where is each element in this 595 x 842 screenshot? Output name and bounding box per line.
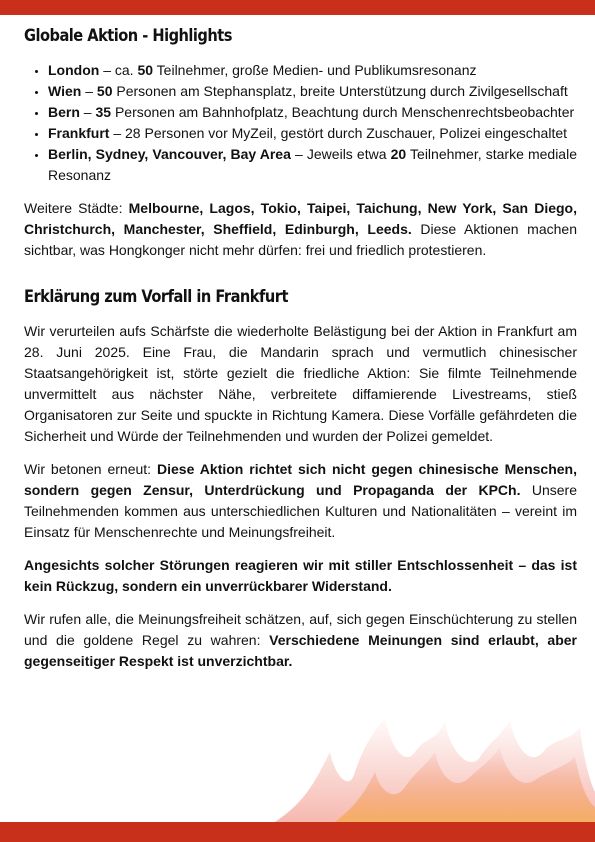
list-item: • London – ca. 50 Teilnehmer, große Medien- und Publikumsresonanz	[48, 60, 577, 81]
list-item: • Frankfurt – 28 Personen vor MyZeil, gestört durch Zuschauer, Polizei eingeschaltet	[48, 123, 577, 144]
list-item: • Bern – 35 Personen am Bahnhofplatz, Beachtung durch Menschenrechtsbeobachter	[48, 102, 577, 123]
section-heading-frankfurt: Erklärung zum Vorfall in Frankfurt	[24, 287, 288, 307]
list-item: • Berlin, Sydney, Vancouver, Bay Area – Jeweils etwa 20 Teilnehmer, starke mediale Resonanz	[48, 144, 577, 186]
other-cities-paragraph: Weitere Städte: Melbourne, Lagos, Tokio, Taipei, Taichung, New York, San Diego, Christchurch, Manchester, Sheffield, Edinburgh, Leeds. Diese Aktionen machen sichtbar, was Hongkonger nicht mehr dürfen: frei und friedlich protestieren.	[24, 200, 577, 258]
highlights-list	[24, 60, 577, 186]
section-heading-highlights: Globale Aktion - Highlights	[24, 26, 232, 46]
top-accent-bar	[0, 0, 595, 15]
paragraph-emphasis: Wir betonen erneut: Diese Aktion richtet sich nicht gegen chinesische Menschen, sondern gegen Zensur, Unterdrückung und Propaganda der KPCh. Unsere Teilnehmenden kommen aus unterschiedlichen Kulturen und Nationalitäten – vereint im Einsatz für Menschenrechte und Meinungsfreiheit.	[24, 461, 577, 540]
paragraph-appeal: Wir rufen alle, die Meinungsfreiheit schätzen, auf, sich gegen Einschüchterung zu stellen und die goldene Regel zu wahren: Verschiedene Meinungen sind erlaubt, aber gegenseitiger Respekt ist unverzichtbar.	[24, 611, 577, 669]
paragraph-incident: Wir verurteilen aufs Schärfste die wiederholte Belästigung bei der Aktion in Frankfurt am 28. Juni 2025. Eine Frau, die Mandarin sprach und vermutlich chinesischer Staatsangehörigkeit ist, störte gezielt die friedliche Aktion: Sie filmte Teilnehmende unvermittelt aus nächster Nähe, verbreitete diffamierende Livestreams, stieß Organisatoren zur Seite und spuckte in Richtung Kamera. Diese Vorfälle gefährdeten die Sicherheit und Würde der Teilnehmenden und wurden der Polizei gemeldet.	[24, 323, 577, 444]
bottom-accent-bar	[0, 822, 595, 842]
paragraph-resolve: Angesichts solcher Störungen reagieren wir mit stiller Entschlossenheit – das ist kein Rückzug, sondern ein unverrückbarer Widerstand.	[24, 557, 577, 594]
document-content	[24, 26, 577, 672]
flame-decoration	[275, 712, 595, 822]
list-item: • Wien – 50 Personen am Stephansplatz, breite Unterstützung durch Zivilgesellschaft	[48, 81, 577, 102]
